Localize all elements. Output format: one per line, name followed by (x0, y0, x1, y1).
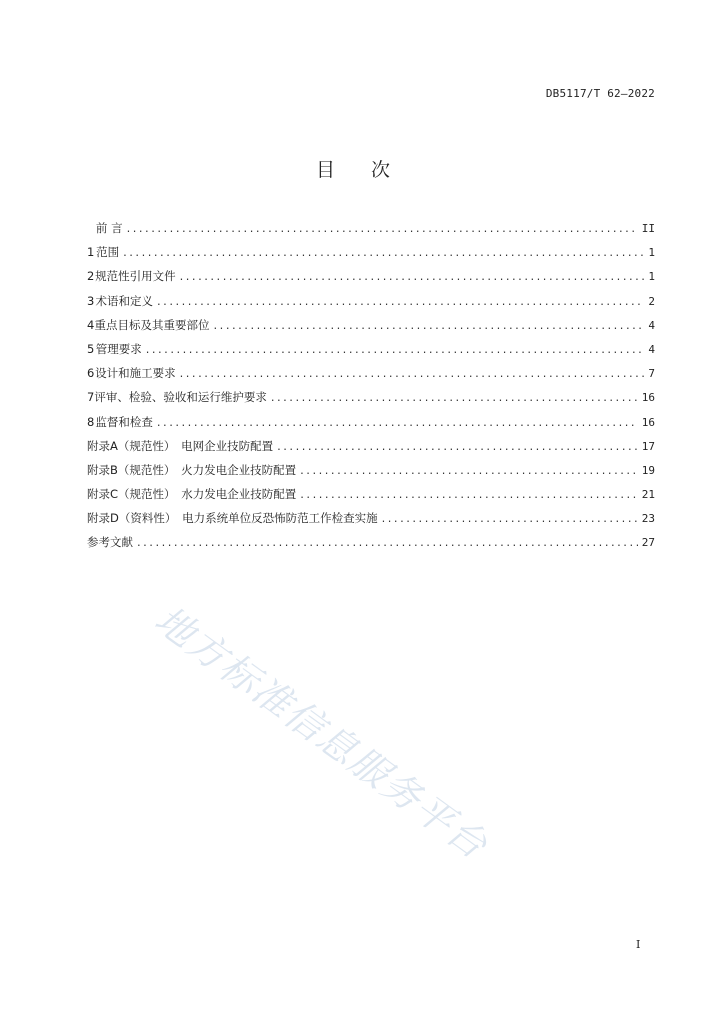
toc-entry[interactable] (87, 220, 655, 244)
toc-entry-page: 1 (648, 270, 655, 284)
toc-entry-label: 重点目标及其重要部位 (94, 317, 210, 332)
watermark: 地方标准信息服务平台 (146, 597, 497, 869)
page-title: 目次 (315, 159, 426, 181)
toc-leader-dots (157, 415, 638, 429)
toc-entry-label: 附录B（规范性） 火力发电企业技防配置 (87, 462, 297, 477)
toc-entry-number: 6 (87, 366, 95, 381)
toc-entry[interactable] (87, 438, 655, 462)
toc-entry-label: 评审、检验、验收和运行维护要求 (94, 390, 267, 405)
toc-entry-number: 3 (87, 293, 95, 308)
toc-entry-page: 16 (641, 391, 655, 405)
toc-leader-dots (123, 245, 644, 259)
toc-entry[interactable] (87, 534, 655, 558)
toc-entry-page: 17 (641, 439, 655, 453)
page-number: I (636, 938, 641, 951)
toc-entry-page: 21 (641, 488, 655, 502)
toc-entry-number: 1 (87, 245, 95, 260)
toc-leader-dots (137, 535, 638, 549)
toc-entry-label: 管理要求 (95, 341, 142, 356)
toc-entry-page: 4 (648, 318, 655, 332)
toc-entry-label: 规范性引用文件 (95, 269, 176, 284)
toc-entry-number: 8 (87, 414, 95, 429)
toc-entry-label: 附录D（资料性） 电力系统单位反恐怖防范工作检查实施 (87, 511, 378, 526)
toc-entry-number: 5 (87, 341, 95, 356)
toc-leader-dots (382, 511, 638, 525)
toc-entry-label: 术语和定义 (95, 293, 154, 308)
toc-entry-page: 19 (641, 463, 655, 477)
toc-entry-label: 参考文献 (87, 535, 133, 550)
toc-entry-label: 范围 (96, 245, 120, 260)
toc-leader-dots (180, 366, 645, 380)
toc-entry-page: 7 (648, 367, 655, 381)
toc-leader-dots (277, 439, 638, 453)
toc-entry[interactable] (87, 293, 655, 317)
toc-entry-page: 27 (641, 536, 655, 550)
toc-entry[interactable] (87, 486, 655, 510)
toc-entry-page: 23 (641, 512, 655, 526)
toc-entry[interactable] (87, 341, 655, 365)
toc-entry[interactable] (87, 317, 655, 341)
toc-entry-label: 附录A（规范性） 电网企业技防配置 (87, 438, 274, 453)
table-of-contents (87, 220, 655, 559)
doc-code: DB5117/T 62—2022 (545, 87, 655, 100)
toc-entry-number: 2 (87, 269, 95, 284)
toc-entry-number: 7 (87, 390, 95, 405)
toc-leader-dots (300, 487, 637, 501)
toc-entry-page: 16 (641, 415, 655, 429)
toc-leader-dots (214, 318, 645, 332)
toc-entry[interactable] (87, 414, 655, 438)
toc-entry[interactable] (87, 365, 655, 389)
toc-entry-page: 4 (648, 342, 655, 356)
toc-entry-label: 前 言 (95, 221, 123, 235)
toc-leader-dots (127, 221, 638, 235)
toc-entry-page: 2 (648, 294, 655, 308)
toc-leader-dots (271, 390, 638, 404)
toc-entry-label: 附录C（规范性） 水力发电企业技防配置 (87, 487, 297, 502)
toc-entry[interactable] (87, 510, 655, 534)
toc-leader-dots (146, 342, 645, 356)
toc-entry-page: 1 (648, 246, 655, 260)
toc-entry-page: II (641, 222, 655, 235)
toc-entry-label: 监督和检查 (95, 414, 153, 429)
toc-leader-dots (300, 463, 638, 477)
toc-entry-number: 4 (87, 317, 95, 332)
toc-entry[interactable] (87, 389, 655, 413)
toc-entry[interactable] (87, 268, 655, 292)
toc-entry-label: 设计和施工要求 (95, 366, 176, 381)
toc-leader-dots (180, 269, 645, 283)
toc-leader-dots (157, 294, 644, 308)
toc-entry[interactable] (87, 244, 655, 268)
toc-entry[interactable] (87, 462, 655, 486)
